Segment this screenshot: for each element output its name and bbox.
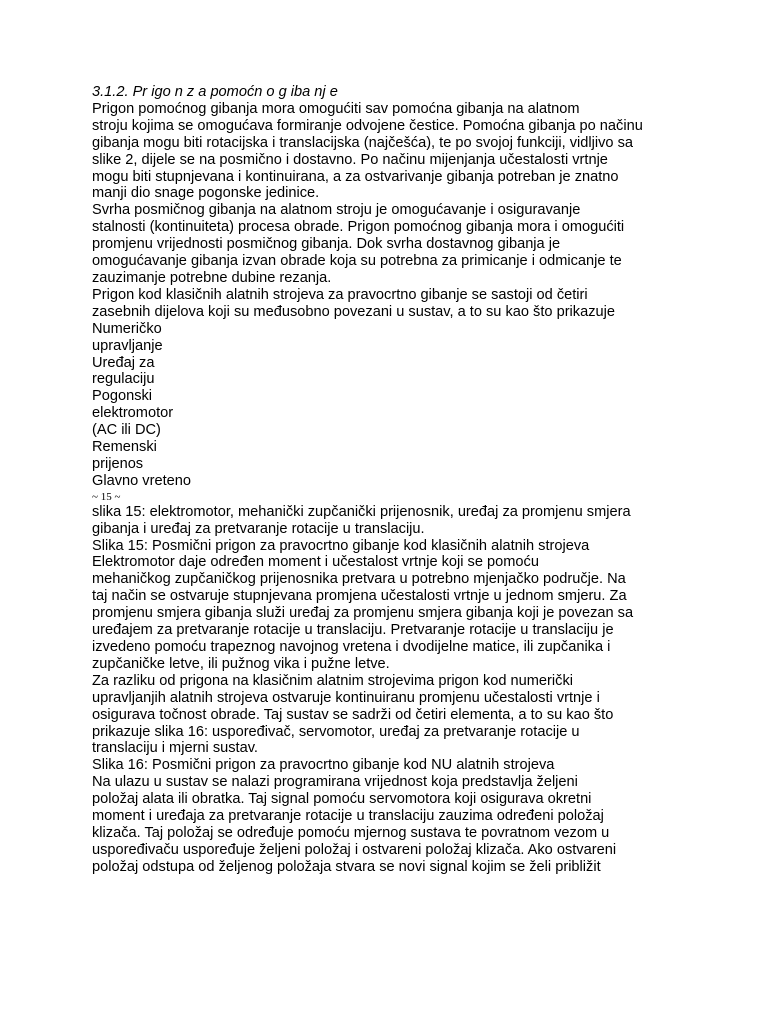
text-line: Numeričko [92,320,162,337]
text-line: Svrha posmičnog gibanja na alatnom stroju je omogućavanje i osiguravanje [92,202,581,219]
text-line: izvedeno pomoću trapeznog navojnog vretena i dvodijelne matice, ili zupčanika i [92,639,611,655]
document-page [92,84,692,876]
text-line: translaciju i mjerni sustav. [92,740,258,757]
text-line: Slika 16: Posmični prigon za pravocrtno gibanje kod NU alatnih strojeva [92,757,555,774]
page-number: ~ 15 ~ [92,490,121,503]
text-line: stroju kojima se omogućava formiranje odvojene čestice. Pomoćna gibanja po načinu [92,117,643,134]
text-line: zupčaničke letve, ili pužnog vika i pužne letve. [92,655,390,672]
text-line: Uređaj za [92,354,155,371]
text-line: klizača. Taj položaj se određuje pomoću mjernog sustava te povratnom vezom u [92,824,610,841]
text-line: regulaciju [92,371,155,388]
text-line: gibanja mogu biti rotacijska i translacijska (najčešća), te po svojoj funkciji, vidljivo sa [92,134,634,151]
text-line: Pogonski [92,388,153,405]
text-line: promjenu vrijednosti posmičnog gibanja. Dok svrha dostavnog gibanja je [92,236,561,253]
text-line: uspoređivaču uspoređuje željeni položaj i ostvareni položaj klizača. Ako ostvareni [92,841,617,858]
text-line: prijenos [92,455,144,472]
text-line: promjenu smjera gibanja služi uređaj za promjenu smjera gibanja koji je povezan sa [92,605,634,622]
text-line: moment i uređaja za pretvaranje rotacije u translaciju zauzima određeni položaj [92,808,604,825]
text-line: položaj alata ili obratka. Taj signal pomoću servomotora koji osigurava okretni [92,791,592,808]
text-line: Remenski [92,439,157,456]
text-line: mehaničkog zupčaničkog prijenosnika pretvara u potrebno mjenjačko područje. Na [92,571,626,588]
text-line: upravljanjih alatnih strojeva ostvaruje kontinuiranu promjenu učestalosti vrtnje i [92,689,600,706]
text-line: upravljanje [92,337,163,354]
text-line: slike 2, dijele se na posmično i dostavno. Po načinu mijenjanja učestalosti vrtnje [92,151,608,168]
text-line: (AC ili DC) [92,422,161,439]
text-line: elektromotor [92,405,174,422]
text-line: manji dio snage pogonske jedinice. [92,185,320,202]
section-heading: 3.1.2. Pr igo n z a pomoćn o g iba nj e [92,84,338,100]
text-line: uređajem za pretvaranje rotacije u translaciju. Pretvaranje rotacije u translaciju je [92,622,614,639]
text-line: stalnosti (kontinuiteta) procesa obrade. Prigon pomoćnog gibanja mora i omogućiti [92,219,625,236]
text-line: taj način se ostvaruje stupnjevana promjena učestalosti vrtnje u jednom smjeru. Za [92,588,627,605]
text-line: položaj odstupa od željenog položaja stvara se novi signal kojim se želi približit [92,858,601,875]
text-line: Prigon pomoćnog gibanja mora omogućiti sav pomoćna gibanja na alatnom [92,100,580,117]
text-line: Prigon kod klasičnih alatnih strojeva za pravocrtno gibanje se sastoji od četiri [92,286,588,303]
text-line: omogućavanje gibanja izvan obrade koja su potrebna za primicanje i odmicanje te [92,253,622,270]
text-block-after [92,504,692,876]
text-block-before [92,101,692,490]
text-line: mogu biti stupnjevana i kontinuirana, a za ostvarivanje gibanja potreban je znatno [92,168,619,185]
text-line: zauzimanje potrebne dubine rezanja. [92,269,332,286]
text-line: Za razliku od prigona na klasičnim alatnim strojevima prigon kod numerički [92,672,573,689]
text-line: slika 15: elektromotor, mehanički zupčanički prijenosnik, uređaj za promjenu smjera [92,503,631,520]
text-line: osigurava točnost obrade. Taj sustav se sadrži od četiri elementa, a to su kao što [92,706,614,723]
text-line: prikazuje slika 16: uspoređivač, servomotor, uređaj za pretvaranje rotacije u [92,723,580,740]
text-line: gibanja i uređaj za pretvaranje rotacije u translaciju. [92,520,425,537]
text-line: Na ulazu u sustav se nalazi programirana vrijednost koja predstavlja željeni [92,774,578,791]
text-line: Elektromotor daje određen moment i učestalost vrtnje koji se pomoću [92,554,539,571]
text-line: Slika 15: Posmični prigon za pravocrtno gibanje kod klasičnih alatnih strojeva [92,537,590,554]
text-line: Glavno vreteno [92,472,191,489]
text-line: zasebnih dijelova koji su međusobno povezani u sustav, a to su kao što prikazuje [92,303,615,320]
